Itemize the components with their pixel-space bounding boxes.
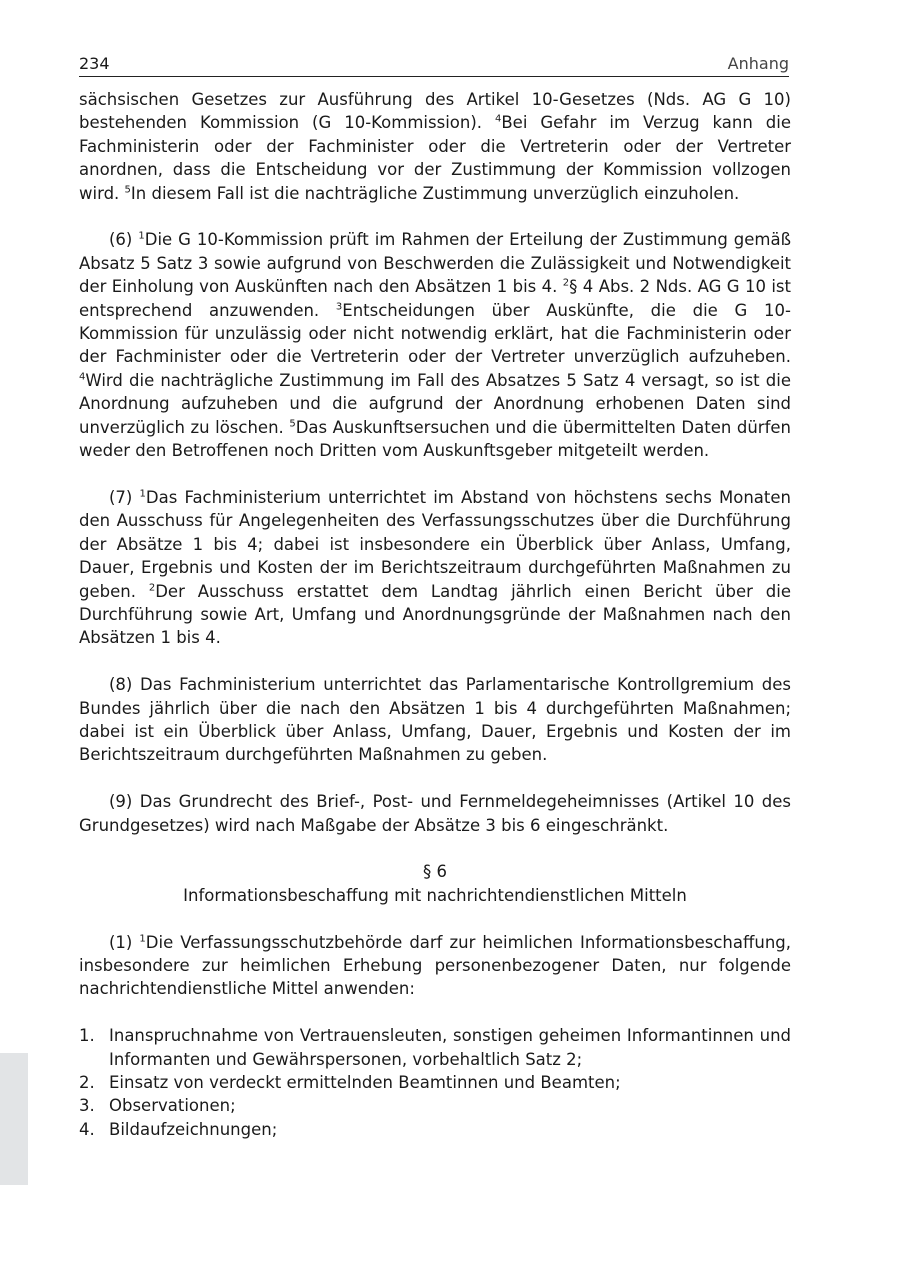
list-item: 3. Observationen; [79, 1096, 236, 1116]
section-number: § 6 [423, 862, 447, 882]
paragraph-7: (7) $^1$Das Fachministerium unterrichtet im Abstand von höchstens sechs Monaten den Ausschuss für Angelegenheiten des Verfassungsschutzes über die Durchführung der Absätze 1 bis 4; dabei ist insbesondere ein Überblick über Anlass, Umfang, Dauer, Ergebnis und Kosten der im Berichtszeitraum durchgeführten Maßnahmen zu geben. $^2$Der Ausschuss erstattet dem Landtag jährlich einen Bericht über die Durchführung sowie Art, Umfang und Anordnungsgründe der Maßnahmen nach den Absätzen 1 bis 4. [79, 487, 791, 648]
list-item: 4. Bildaufzeichnungen; [79, 1119, 278, 1139]
list-item: 2. Einsatz von verdeckt ermittelnden Beamtinnen und Beamten; [79, 1072, 621, 1092]
paragraph-9: (9) Das Grundrecht des Brief-, Post- und Fernmeldegeheimnisses (Artikel 10 des Grundgesetzes) wird nach Maßgabe der Absätze 3 bis 6 eingeschränkt. [79, 792, 791, 835]
paragraph-8: (8) Das Fachministerium unterrichtet das Parlamentarische Kontrollgremium des Bundes jährlich über die nach den Absätzen 1 bis 4 durchgeführten Maßnahmen; dabei ist ein Überblick über Anlass, Umfang, Dauer, Ergebnis und Kosten der im Berichtszeitraum durchgeführten Maßnahmen zu geben. [79, 675, 791, 765]
paragraph-5-continuation: sächsischen Gesetzes zur Ausführung des Artikel 10-Gesetzes (Nds. AG G 10) bestehenden Kommission (G 10-Kommission). $^4$Bei Gefahr im Verzug kann die Fachministerin oder der Fachminister oder die Vertreterin oder der Vertreter anordnen, dass die Entscheidung vor der Zustimmung der Kommission vollzogen wird. $^5$In diesem Fall ist die nachträgliche Zustimmung unverzüglich einzuholen. [79, 90, 791, 203]
paragraph-6: (6) $^1$Die G 10-Kommission prüft im Rahmen der Erteilung der Zustimmung gemäß Absatz 5 Satz 3 sowie aufgrund von Beschwerden die Zulässigkeit und Notwendigkeit der Einholung von Auskünften nach den Absätzen 1 bis 4. $^2$§ 4 Abs. 2 Nds. AG G 10 ist entsprechend anzuwenden. $^3$Entscheidungen über Auskünfte, die die G 10-Kommission für unzulässig oder nicht notwendig erklärt, hat die Fachministerin oder der Fachminister oder die Vertreterin oder der Vertreter unverzüglich aufzuheben. $^4$Wird die nachträgliche Zustimmung im Fall des Absatzes 5 Satz 4 versagt, so ist die Anordnung aufzuheben und die aufgrund der Anordnung erhobenen Daten sind unverzüglich zu löschen. $^5$Das Auskunftsersuchen und die übermittelten Daten dürfen weder den Betroffenen noch Dritten vom Auskunftsgeber mitgeteilt werden. [79, 230, 791, 461]
section-title: Informationsbeschaffung mit nachrichtendienstlichen Mitteln [183, 885, 687, 905]
running-title: Anhang [727, 54, 789, 73]
section-6-paragraph-1: (1) $^1$Die Verfassungsschutzbehörde darf zur heimlichen Informationsbeschaffung, insbesondere zur heimlichen Erhebung personenbezogener Daten, nur folgende nachrichtendienstliche Mittel anwenden: [79, 932, 791, 999]
document-body [79, 88, 791, 1141]
page-number: 234 [79, 54, 110, 73]
page-header [79, 52, 789, 77]
side-thumb-tab [0, 1053, 28, 1185]
list-item: 1. Inanspruchnahme von Vertrauensleuten, sonstigen geheimen Informantinnen und Informanten und Gewährspersonen, vorbehaltlich Satz 2; [79, 1026, 791, 1069]
